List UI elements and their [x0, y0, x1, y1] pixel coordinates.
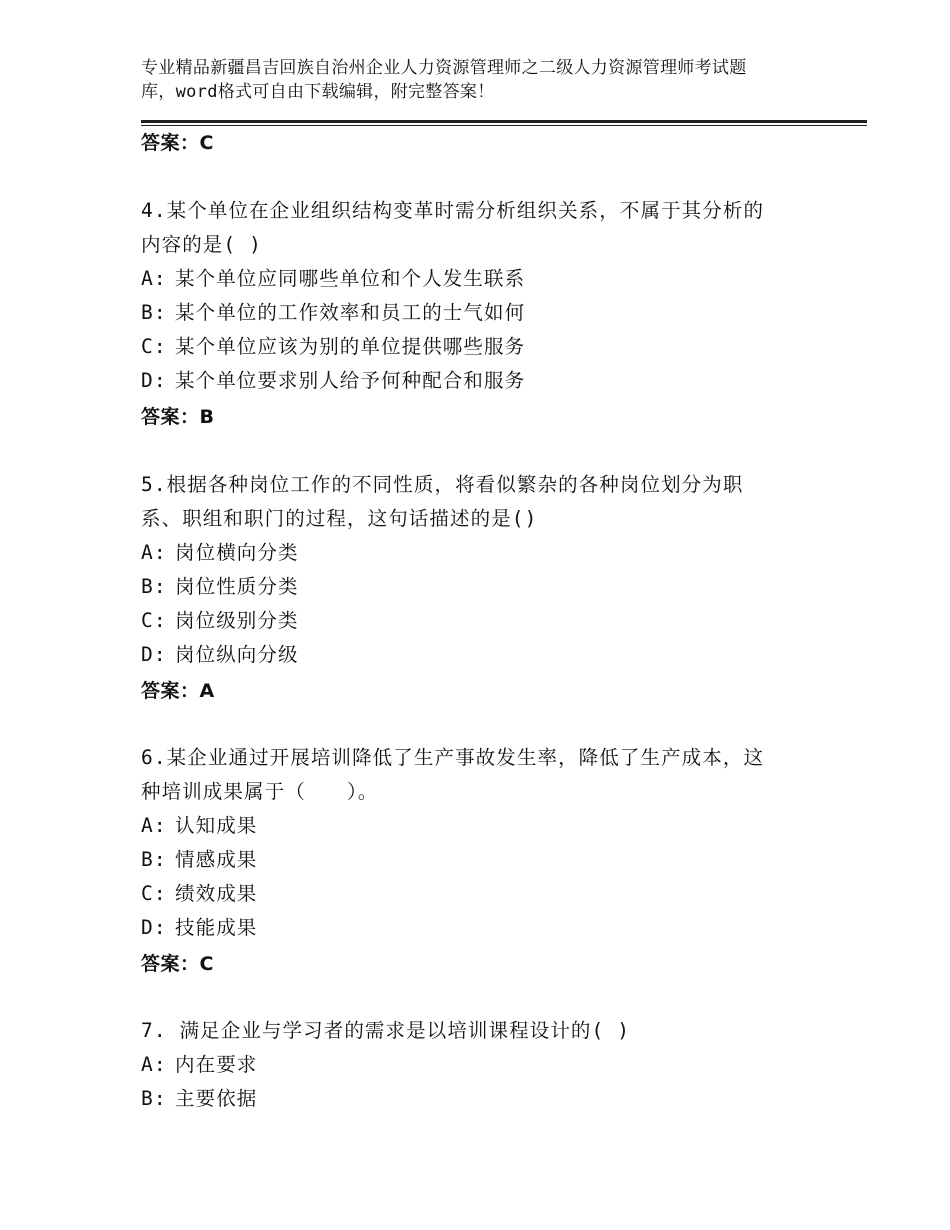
q6-stem-line-1: 6.某企业通过开展培训降低了生产事故发生率，降低了生产成本，这	[141, 746, 765, 769]
option-letter: A:	[141, 814, 167, 837]
option-letter: B:	[141, 575, 167, 598]
q4-option-a	[141, 266, 525, 292]
option-text: 技能成果	[175, 916, 258, 939]
q5-option-d	[141, 642, 299, 668]
option-text: 岗位横向分类	[175, 541, 299, 564]
option-letter: D:	[141, 643, 167, 666]
option-letter: A:	[141, 1053, 167, 1076]
q6-answer: 答案：C	[141, 953, 214, 975]
q6-option-d	[141, 915, 257, 941]
q6-option-b	[141, 847, 257, 873]
option-letter: D:	[141, 369, 167, 392]
option-text: 某个单位应同哪些单位和个人发生联系	[175, 267, 526, 290]
option-text: 岗位级别分类	[175, 609, 299, 632]
option-text: 主要依据	[175, 1087, 258, 1110]
option-letter: A:	[141, 541, 167, 564]
q6-option-a	[141, 813, 257, 839]
q5-stem-line-2: 系、职组和职门的过程，这句话描述的是()	[141, 507, 538, 530]
option-text: 认知成果	[175, 814, 258, 837]
q4-stem-line-2: 内容的是( )	[141, 233, 262, 256]
option-text: 某个单位要求别人给予何种配合和服务	[175, 369, 526, 392]
q4-option-d	[141, 368, 525, 394]
q5-option-c	[141, 608, 299, 634]
option-text: 绩效成果	[175, 882, 258, 905]
q4-stem-line-1: 4.某个单位在企业组织结构变革时需分析组织关系，不属于其分析的	[141, 199, 765, 222]
option-letter: B:	[141, 1087, 167, 1110]
header-line-2: 库，word格式可自由下载编辑，附完整答案！	[141, 82, 495, 102]
previous-answer: 答案：C	[141, 132, 214, 154]
header-line-1: 专业精品新疆昌吉回族自治州企业人力资源管理师之二级人力资源管理师考试题	[141, 58, 747, 78]
header-rule-thick	[141, 120, 867, 123]
q7-option-a	[141, 1052, 257, 1078]
q6-option-c	[141, 881, 257, 907]
q5-option-b	[141, 574, 299, 600]
option-text: 岗位纵向分级	[175, 643, 299, 666]
q7-stem-line-1: 7. 满足企业与学习者的需求是以培训课程设计的( )	[141, 1019, 631, 1042]
q5-answer: 答案：A	[141, 680, 215, 702]
header-rule-thin	[141, 125, 867, 126]
option-text: 岗位性质分类	[175, 575, 299, 598]
option-letter: C:	[141, 882, 167, 905]
option-text: 内在要求	[175, 1053, 258, 1076]
q4-option-c	[141, 334, 525, 360]
q5-stem-line-1: 5.根据各种岗位工作的不同性质，将看似繁杂的各种岗位划分为职	[141, 473, 744, 496]
option-letter: B:	[141, 848, 167, 871]
document-header	[141, 56, 821, 104]
option-letter: A:	[141, 267, 167, 290]
q5-option-a	[141, 540, 299, 566]
option-letter: C:	[141, 335, 167, 358]
q4-answer: 答案：B	[141, 406, 215, 428]
option-text: 情感成果	[175, 848, 258, 871]
option-text: 某个单位的工作效率和员工的士气如何	[175, 301, 526, 324]
option-letter: B:	[141, 301, 167, 324]
option-letter: D:	[141, 916, 167, 939]
option-text: 某个单位应该为别的单位提供哪些服务	[175, 335, 526, 358]
q4-option-b	[141, 300, 525, 326]
q7-option-b	[141, 1086, 257, 1112]
option-letter: C:	[141, 609, 167, 632]
q6-stem-line-2: 种培训成果属于（ ）。	[141, 780, 379, 803]
